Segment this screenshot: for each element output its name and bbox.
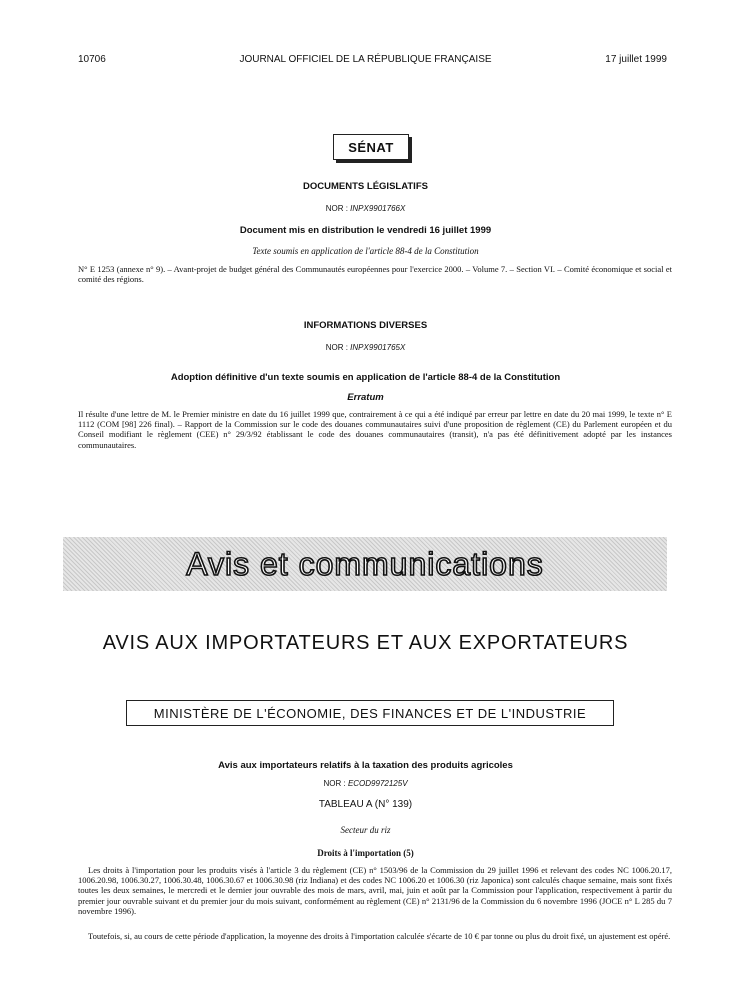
- senat-entry: N° E 1253 (annexe n° 9). – Avant-projet de budget général des Communautés européennes pour l'exercice 2000. – Volume 7. – Section VI. – Comité économique et social et comité des régions.: [78, 264, 672, 285]
- erratum-label: Erratum: [347, 392, 384, 403]
- issue-date: 17 juillet 1999: [605, 54, 667, 65]
- senat-label: SÉNAT: [348, 139, 394, 155]
- nor-code: INPX9901766X: [350, 204, 406, 213]
- nor-line-3: [0, 779, 731, 788]
- secteur-label: Secteur du riz: [340, 825, 391, 835]
- nor-code: ECOD9972125V: [347, 779, 408, 788]
- nor-label: NOR :: [325, 343, 348, 352]
- erratum-paragraph: Il résulte d'une lettre de M. le Premier ministre en date du 16 juillet 1999 que, contrairement à ce qui a été indiqué par erreur par lettre en date du 20 mai 1999, le texte n° E 1112 (COM [98] 226 final). – Rapport de la Commission sur le code des douanes communautaires suivi d'une proposition de règlement (CE) du Parlement européen et du Conseil modifiant le règlement (CEE) n° 29/3/92 établissant le code des douanes communautaires (transit), n'a pas été définitivement adopté par les instances communautaires.: [78, 409, 672, 450]
- informations-diverses-title: INFORMATIONS DIVERSES: [303, 320, 428, 331]
- journal-title: JOURNAL OFFICIEL DE LA RÉPUBLIQUE FRANÇAISE: [239, 54, 492, 65]
- adoption-heading: Adoption définitive d'un texte soumis en application de l'article 88-4 de la Constitution: [170, 372, 561, 383]
- senat-box: [333, 134, 409, 160]
- page-number: 10706: [78, 54, 106, 65]
- distribution-line: Document mis en distribution le vendredi 16 juillet 1999: [239, 225, 492, 236]
- nor-label: NOR :: [325, 204, 348, 213]
- ministry-box: [126, 700, 614, 726]
- avis-communications-banner: [63, 537, 667, 591]
- avis-heading: Avis aux importateurs relatifs à la taxation des produits agricoles: [218, 760, 513, 771]
- nor-label: NOR :: [323, 779, 346, 788]
- senat-subtitle: Texte soumis en application de l'article 88-4 de la Constitution: [252, 246, 479, 256]
- nor-code: INPX9901765X: [350, 343, 406, 352]
- droits-paragraph-1: Les droits à l'importation pour les produits visés à l'article 3 du règlement (CE) n° 1503/96 de la Commission du 29 juillet 1996 et relevant des codes NC 1006.20.17, 1006.20.98, 1006.30.27, 1006.30.48, 1006.30.67 et 1006.30.98 (riz Indiana) et des codes NC 1006.20 et 1006.30 (riz Japonica) sont calculés chaque semaine, mais sont fixés toutes les deux semaines, le mercredi et le dernier jour ouvrable des mois de mars, avril, mai, juin et août par la Commission pour l'application, respectivement à partir du premier jour ouvrable suivant et du premier jour du mois suivant, conformément au règlement (CE) n° 2131/96 de la Commission du 6 novembre 1996 (JOCE n° L 285 du 7 novembre 1996).: [78, 865, 672, 916]
- nor-line-2: [0, 343, 731, 352]
- tableau-title: TABLEAU A (N° 139): [318, 799, 413, 810]
- ministry-label: MINISTÈRE DE L'ÉCONOMIE, DES FINANCES ET DE L'INDUSTRIE: [153, 705, 587, 721]
- banner-title: Avis et communications: [186, 545, 544, 582]
- avis-importateurs-title: AVIS AUX IMPORTATEURS ET AUX EXPORTATEURS: [102, 632, 629, 654]
- droits-heading: Droits à l'importation (5): [317, 848, 414, 858]
- nor-line-1: [0, 204, 731, 213]
- droits-paragraph-2: Toutefois, si, au cours de cette période d'application, la moyenne des droits à l'importation calculée s'écarte de 10 € par tonne ou plus du droit fixé, un ajustement est opéré.: [88, 931, 671, 941]
- documents-legislatifs-title: DOCUMENTS LÉGISLATIFS: [303, 181, 428, 192]
